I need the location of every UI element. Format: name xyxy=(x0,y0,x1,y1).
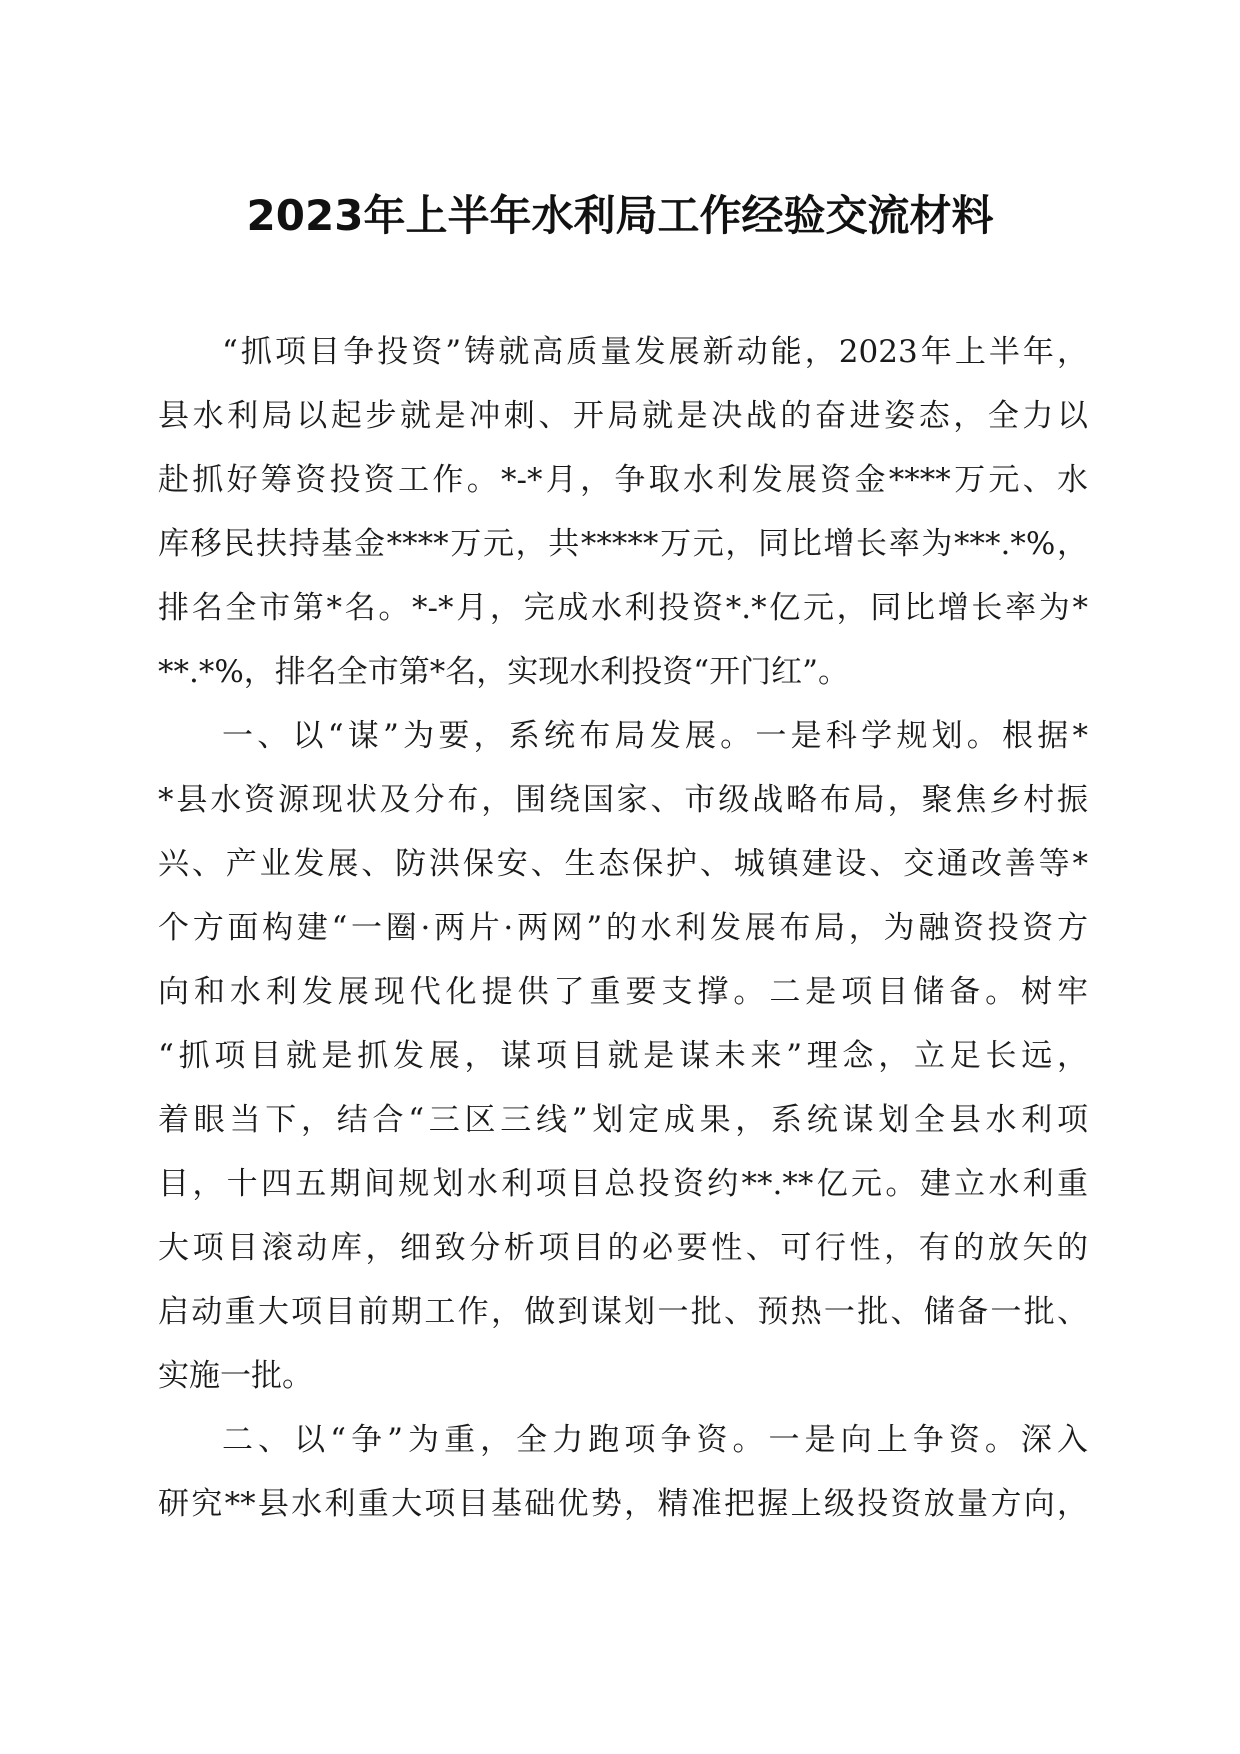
body-line: 二、以“争”为重，全力跑项争资。一是向上争资。深入 xyxy=(222,1422,1088,1458)
body-line: **.*%，排名全市第*名，实现水利投资“开门红”。 xyxy=(158,654,850,690)
document-title: 2023年上半年水利局工作经验交流材料 xyxy=(246,191,994,240)
document-body xyxy=(158,320,1088,1536)
body-line: 赴抓好筹资投资工作。*-*月，争取水利发展资金****万元、水 xyxy=(158,462,1088,498)
body-line: 启动重大项目前期工作，做到谋划一批、预热一批、储备一批、 xyxy=(158,1294,1088,1330)
body-line: *县水资源现状及分布，围绕国家、市级战略布局，聚焦乡村振 xyxy=(158,782,1088,818)
body-line: 着眼当下，结合“三区三线”划定成果，系统谋划全县水利项 xyxy=(158,1102,1088,1138)
body-line: 实施一批。 xyxy=(158,1358,313,1394)
body-line: 县水利局以起步就是冲刺、开局就是决战的奋进姿态，全力以 xyxy=(158,398,1088,434)
body-line: 向和水利发展现代化提供了重要支撑。二是项目储备。树牢 xyxy=(158,974,1088,1010)
body-line: 一、以“谋”为要，系统布局发展。一是科学规划。根据* xyxy=(222,718,1088,754)
body-line: “抓项目就是抓发展，谋项目就是谋未来”理念，立足长远， xyxy=(158,1038,1088,1074)
body-line: “抓项目争投资”铸就高质量发展新动能，2023年上半年， xyxy=(222,334,1088,370)
body-line: 个方面构建“一圈·两片·两网”的水利发展布局，为融资投资方 xyxy=(158,910,1088,946)
body-line: 大项目滚动库，细致分析项目的必要性、可行性，有的放矢的 xyxy=(158,1230,1088,1266)
body-line: 目，十四五期间规划水利项目总投资约**.**亿元。建立水利重 xyxy=(158,1166,1088,1202)
body-line: 研究**县水利重大项目基础优势，精准把握上级投资放量方向， xyxy=(158,1486,1088,1522)
body-line: 库移民扶持基金****万元，共*****万元，同比增长率为***.*%， xyxy=(158,526,1088,562)
body-line: 排名全市第*名。*-*月，完成水利投资*.*亿元，同比增长率为* xyxy=(158,590,1088,626)
body-line: 兴、产业发展、防洪保安、生态保护、城镇建设、交通改善等* xyxy=(158,846,1088,882)
